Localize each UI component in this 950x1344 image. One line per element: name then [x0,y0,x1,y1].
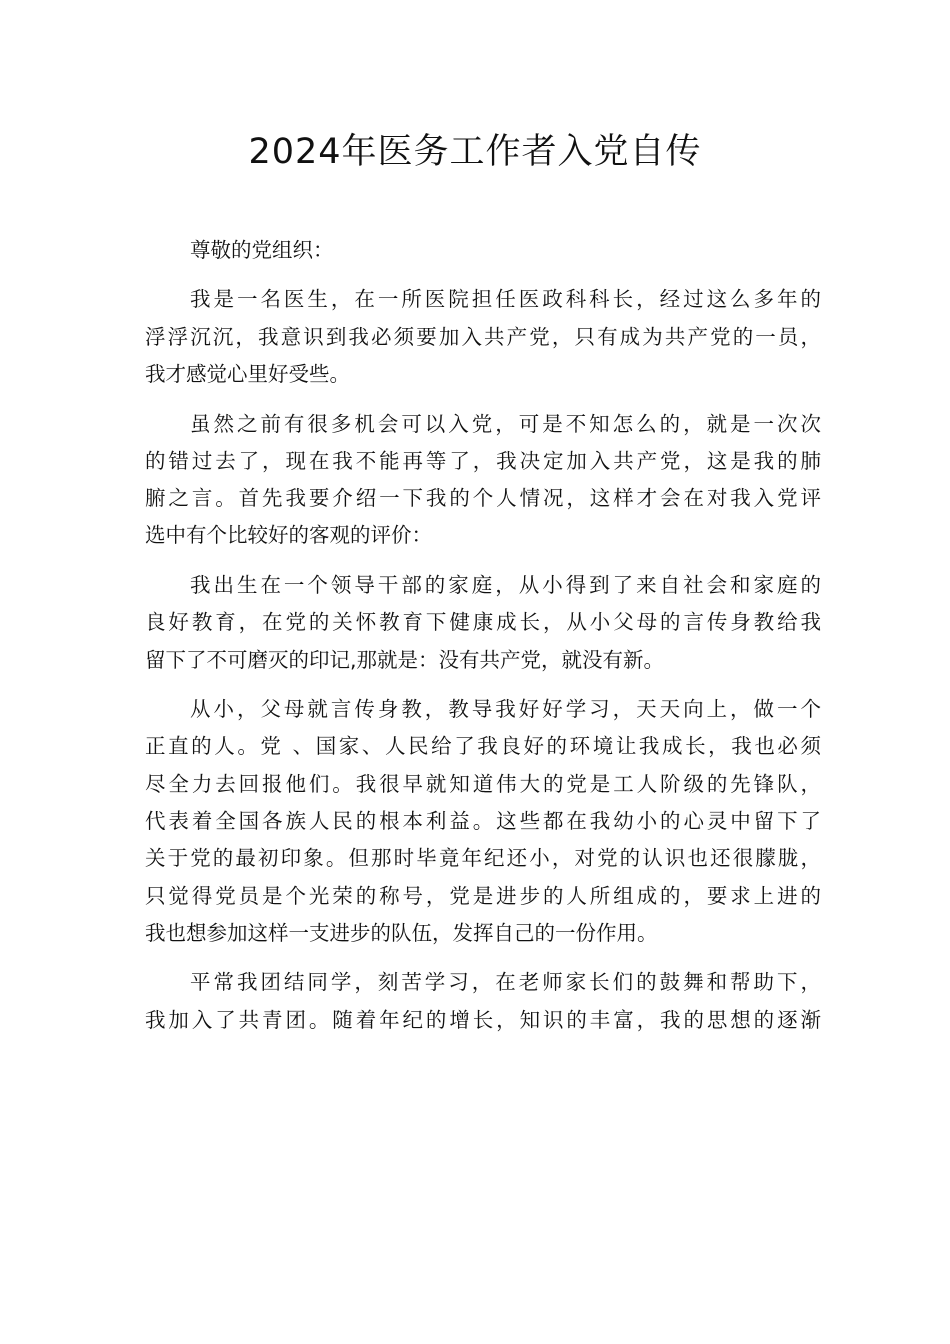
text-line: 正直的人。党 、国家、人民给了我良好的环境让我成长，我也必须 [145,734,821,759]
text-line: 浮浮沉沉，我意识到我必须要加入共产党，只有成为共产党的一员， [145,324,821,349]
text-line: 我才感觉心里好受些。 [145,362,350,387]
document-title: 2024年医务工作者入党自传 [248,132,702,172]
text-line: 平常我团结同学，刻苦学习，在老师家长们的鼓舞和帮助下， [190,970,821,995]
text-line: 我出生在一个领导干部的家庭，从小得到了来自社会和家庭的 [190,572,821,597]
text-line: 选中有个比较好的客观的评价： [145,523,432,548]
text-line: 良好教育，在党的关怀教育下健康成长，从小父母的言传身教给我 [145,610,821,635]
text-line: 我加入了共青团。随着年纪的增长，知识的丰富，我的思想的逐渐 [145,1007,821,1032]
paragraph [145,406,821,555]
text-line: 我是一名医生，在一所医院担任医政科科长，经过这么多年的 [190,287,821,312]
text-line: 尽全力去回报他们。我很早就知道伟大的党是工人阶级的先锋队， [145,771,821,796]
paragraph [145,964,821,1039]
document-body [145,232,821,1039]
text-line: 只觉得党员是个光荣的称号，党是进步的人所组成的，要求上进的 [145,883,821,908]
text-line: 我也想参加这样一支进步的队伍，发挥自己的一份作用。 [145,920,658,945]
text-line: 从小，父母就言传身教，教导我好好学习，天天向上，做一个 [190,697,821,722]
text-line: 的错过去了，现在我不能再等了，我决定加入共产党，这是我的肺 [145,448,821,473]
paragraph [145,281,821,393]
text-line: 腑之言。首先我要介绍一下我的个人情况，这样才会在对我入党评 [145,486,821,511]
salutation: 尊敬的党组织： [190,238,334,262]
text-line: 虽然之前有很多机会可以入党，可是不知怎么的，就是一次次 [190,411,821,436]
text-line: 留下了不可磨灭的印记,那就是：没有共产党，就没有新。 [145,647,665,672]
paragraph [145,567,821,679]
paragraph [145,691,821,952]
text-line: 关于党的最初印象。但那时毕竟年纪还小，对党的认识也还很朦胧， [145,846,821,871]
text-line: 代表着全国各族人民的根本利益。这些都在我幼小的心灵中留下了 [145,808,821,833]
